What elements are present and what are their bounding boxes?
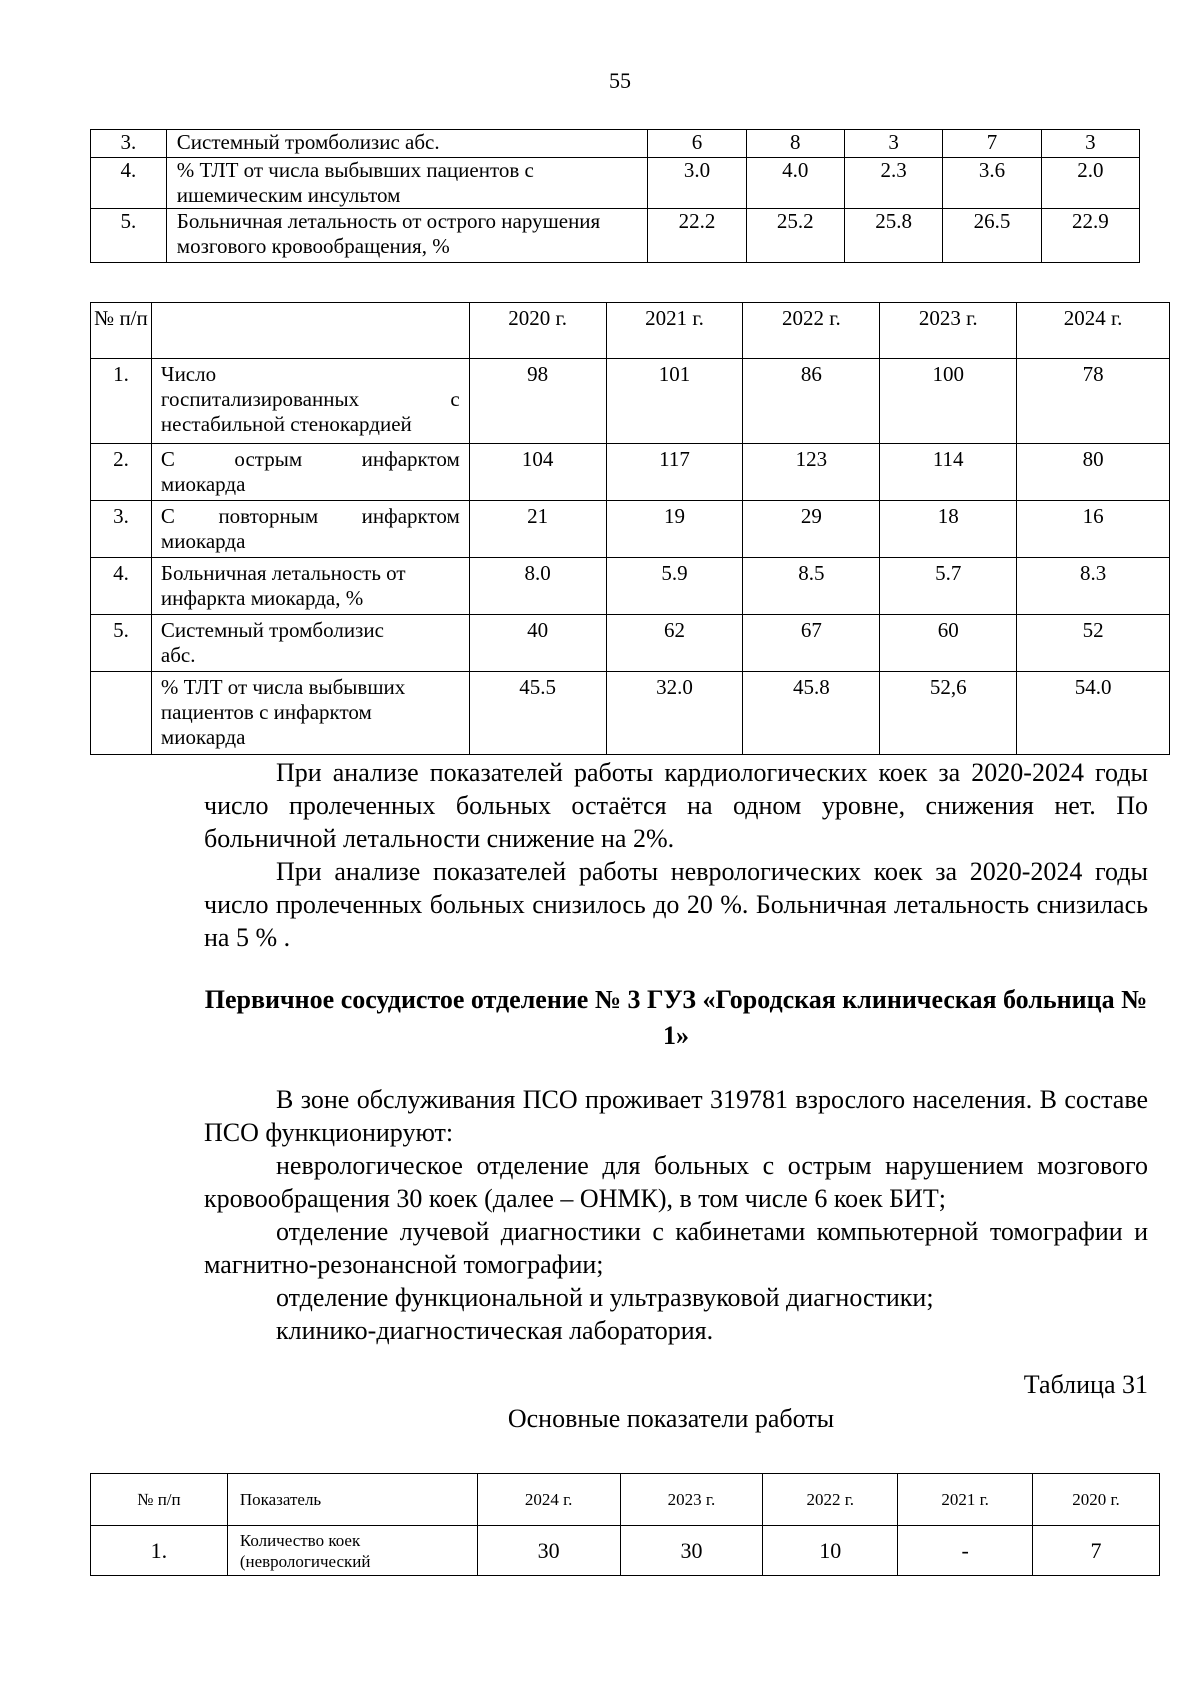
paragraph-cardio-analysis: При анализе показателей работы кардиологических коек за 2020-2024 годы число пролеченных больных остаётся на одном уровне, снижения нет. По больничной летальности снижение на 2%. (204, 758, 1148, 853)
cell-value: 123 (743, 444, 880, 501)
cell-value: 18 (880, 501, 1017, 558)
header-year: 2024 г. (477, 1474, 620, 1526)
paragraph-neuro-dept: неврологическое отделение для больных с острым нарушением мозгового кровообращения 30 коек (далее – ОНМК), в том числе 6 коек БИТ; (204, 1151, 1148, 1213)
label-line: миокарда (160, 725, 246, 749)
row-number: 4. (91, 158, 167, 209)
row-number: 5. (91, 209, 167, 263)
cell-value: 7 (943, 130, 1041, 158)
section-heading: Первичное сосудистое отделение № 3 ГУЗ «Городская клиническая больница № 1» (204, 985, 1148, 1050)
cell-value: 8.5 (743, 558, 880, 615)
row-label (151, 359, 469, 444)
cell-value: 19 (606, 501, 743, 558)
cell-value: 5.7 (880, 558, 1017, 615)
page-number: 55 (609, 68, 631, 93)
row-label (151, 444, 469, 501)
header-year: 2020 г. (1033, 1474, 1160, 1526)
cell-value: 45.5 (469, 672, 606, 755)
label-line: абс. (160, 643, 196, 667)
table-row (91, 209, 1140, 263)
cell-value: 16 (1017, 501, 1170, 558)
paragraph-population: В зоне обслуживания ПСО проживает 319781 взрослого населения. В составе ПСО функционируют: (204, 1085, 1148, 1147)
pso-description (204, 1083, 1148, 1347)
row-number: 2. (91, 444, 152, 501)
label-line: инфаркта миокарда, % (160, 586, 364, 610)
cell-value: 8 (746, 130, 844, 158)
row-number (91, 672, 152, 755)
header-num: № п/п (91, 1474, 228, 1526)
table-title: Основные показатели работы (507, 1404, 835, 1433)
header-label (151, 303, 469, 359)
cell-value: 78 (1017, 359, 1170, 444)
label-line: Больничная летальность от (160, 561, 406, 585)
label-line: госпитализированных с (160, 387, 460, 411)
row-label (227, 1526, 477, 1576)
cell-value: 30 (477, 1526, 620, 1576)
cell-value: 101 (606, 359, 743, 444)
paragraph-laboratory: клинико-диагностическая лаборатория. (276, 1316, 714, 1345)
cell-value: 100 (880, 359, 1017, 444)
cell-value: - (898, 1526, 1033, 1576)
cell-value: 2.0 (1041, 158, 1139, 209)
row-label: Больничная летальность от острого нарушения мозгового кровообращения, % (166, 209, 647, 263)
cell-value: 22.2 (648, 209, 746, 263)
header-year: 2024 г. (1017, 303, 1170, 359)
cell-value: 114 (880, 444, 1017, 501)
cell-value: 2.3 (844, 158, 942, 209)
cell-value: 52,6 (880, 672, 1017, 755)
table-row (91, 672, 1170, 755)
cell-value: 3 (1041, 130, 1139, 158)
table-row (91, 444, 1170, 501)
table-row (91, 501, 1170, 558)
label-line: С повторным инфарктом (160, 504, 460, 528)
cell-value: 4.0 (746, 158, 844, 209)
cell-value: 5.9 (606, 558, 743, 615)
main-indicators-table (90, 1473, 1160, 1576)
cardiology-indicators-table (90, 302, 1170, 755)
header-num: № п/п (91, 303, 152, 359)
cell-value: 98 (469, 359, 606, 444)
cell-value: 22.9 (1041, 209, 1139, 263)
cell-value: 52 (1017, 615, 1170, 672)
paragraph-radiology-dept: отделение лучевой диагностики с кабинетами компьютерной томографии и магнитно-резонансной томографии; (204, 1217, 1148, 1279)
header-year: 2023 г. (880, 303, 1017, 359)
label-line: миокарда (160, 529, 246, 553)
cell-value: 3.0 (648, 158, 746, 209)
cell-value: 21 (469, 501, 606, 558)
paragraph-neuro-analysis: При анализе показателей работы неврологических коек за 2020-2024 годы число пролеченных больных снизилось до 20 %. Больничная летальность снизилась на 5 % . (204, 857, 1148, 952)
cell-value: 80 (1017, 444, 1170, 501)
label-line: С острым инфарктом (160, 447, 460, 471)
row-label (151, 558, 469, 615)
row-label: Системный тромболизис абс. (166, 130, 647, 158)
label-line: (неврологический (239, 1551, 371, 1571)
label-line: Число (160, 362, 217, 386)
label-line: Системный тромболизис (160, 618, 384, 642)
table-row (91, 130, 1140, 158)
row-label (151, 615, 469, 672)
header-year: 2020 г. (469, 303, 606, 359)
cell-value: 60 (880, 615, 1017, 672)
header-year: 2023 г. (620, 1474, 763, 1526)
row-number: 3. (91, 501, 152, 558)
row-number: 1. (91, 359, 152, 444)
cell-value: 30 (620, 1526, 763, 1576)
cell-value: 62 (606, 615, 743, 672)
table-row (91, 1526, 1160, 1576)
row-label (151, 672, 469, 755)
cell-value: 67 (743, 615, 880, 672)
cell-value: 29 (743, 501, 880, 558)
cell-value: 32.0 (606, 672, 743, 755)
cell-value: 40 (469, 615, 606, 672)
cell-value: 54.0 (1017, 672, 1170, 755)
cell-value: 45.8 (743, 672, 880, 755)
header-year: 2022 г. (763, 1474, 898, 1526)
cell-value: 25.2 (746, 209, 844, 263)
cell-value: 7 (1033, 1526, 1160, 1576)
row-label (151, 501, 469, 558)
table-row (91, 615, 1170, 672)
cell-value: 6 (648, 130, 746, 158)
header-row (91, 303, 1170, 359)
table-label: Таблица 31 (1023, 1370, 1148, 1399)
label-line: пациентов с инфарктом (160, 700, 372, 724)
table-row (91, 158, 1140, 209)
cell-value: 104 (469, 444, 606, 501)
cell-value: 3 (844, 130, 942, 158)
stroke-indicators-table (90, 129, 1140, 263)
label-line: Количество коек (239, 1530, 361, 1550)
row-number: 5. (91, 615, 152, 672)
cell-value: 25.8 (844, 209, 942, 263)
header-label: Показатель (227, 1474, 477, 1526)
analysis-text (204, 756, 1148, 954)
label-line: % ТЛТ от числа выбывших (160, 675, 406, 699)
header-year: 2021 г. (898, 1474, 1033, 1526)
cell-value: 10 (763, 1526, 898, 1576)
cell-value: 8.3 (1017, 558, 1170, 615)
row-number: 4. (91, 558, 152, 615)
cell-value: 8.0 (469, 558, 606, 615)
row-label: % ТЛТ от числа выбывших пациентов с ишемическим инсультом (166, 158, 647, 209)
paragraph-functional-dept: отделение функциональной и ультразвуковой диагностики; (276, 1283, 934, 1312)
table-row (91, 359, 1170, 444)
table-row (91, 558, 1170, 615)
header-year: 2021 г. (606, 303, 743, 359)
cell-value: 26.5 (943, 209, 1041, 263)
cell-value: 86 (743, 359, 880, 444)
header-row (91, 1474, 1160, 1526)
row-number: 3. (91, 130, 167, 158)
label-line: миокарда (160, 472, 246, 496)
cell-value: 117 (606, 444, 743, 501)
header-year: 2022 г. (743, 303, 880, 359)
label-line: нестабильной стенокардией (160, 412, 412, 436)
row-number: 1. (91, 1526, 228, 1576)
cell-value: 3.6 (943, 158, 1041, 209)
